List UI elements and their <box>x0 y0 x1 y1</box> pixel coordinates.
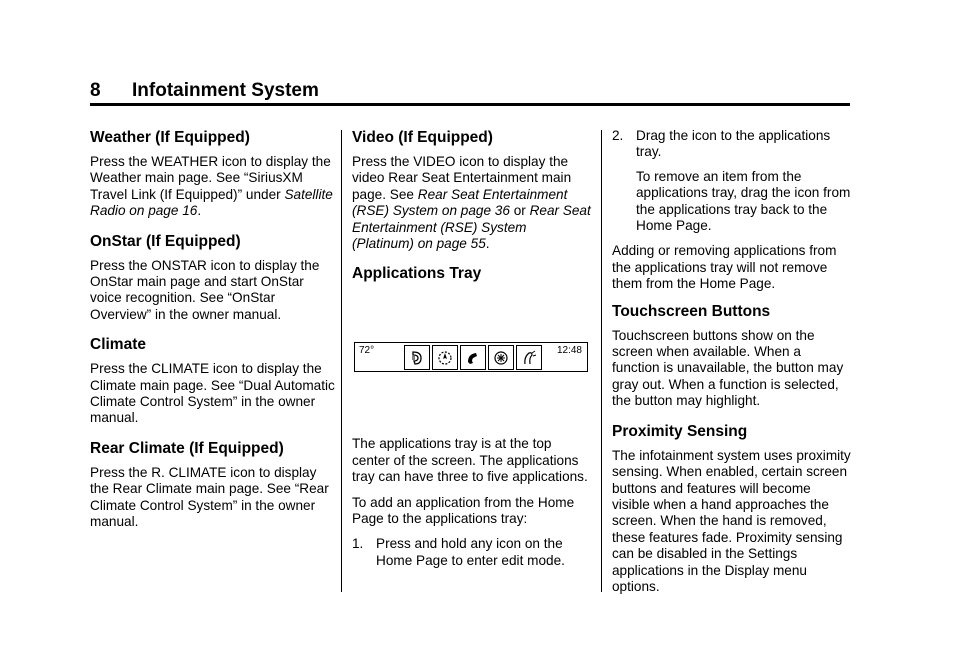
step-number: 2. <box>612 128 624 143</box>
tray-temperature: 72° <box>359 345 375 357</box>
column-1 <box>90 128 335 543</box>
navigation-icon <box>432 345 458 370</box>
climate-section <box>90 335 335 427</box>
step-text: Drag the icon to the applications tray. <box>636 128 831 160</box>
section-body: Press the R. CLIMATE icon to display the Rear Climate main page. See “Rear Climate Control System” in the owner manual. <box>90 464 329 530</box>
climate-icon <box>488 345 514 370</box>
page-reference: Satellite Radio on page 16 <box>90 186 333 219</box>
step-subtext: To remove an item from the applications tray, drag the icon from the applications tray back to the Home Page. <box>636 168 851 234</box>
chapter-title: Infotainment System <box>132 80 319 101</box>
rear-climate-section <box>90 439 335 531</box>
body-text: or <box>509 203 530 219</box>
video-section <box>352 128 592 252</box>
section-heading: Climate <box>90 336 146 354</box>
steps-list <box>612 128 852 234</box>
column-3 <box>612 128 852 607</box>
step-number: 1. <box>352 536 364 552</box>
list-item <box>612 128 852 234</box>
section-heading: Touchscreen Buttons <box>612 302 771 320</box>
tray-time: 12:48 <box>556 345 582 357</box>
section-heading: Weather (If Equipped) <box>90 129 250 146</box>
section-body: The applications tray is at the top center of the screen. The applications tray can have three to five applications. <box>352 436 588 485</box>
column-divider <box>341 130 342 592</box>
onstar-section <box>90 232 335 324</box>
body-text: Press the VIDEO icon to display the video Rear Seat Entertainment main page. See <box>352 154 572 202</box>
section-body <box>90 154 335 220</box>
tray-icons <box>404 345 544 369</box>
steps-list <box>352 536 592 569</box>
header-rule <box>90 103 850 106</box>
page-number: 8 <box>90 80 101 101</box>
section-body: The infotainment system uses proximity sensing. When enabled, certain screen buttons and features will become visible when a hand approaches the screen. When the hand is removed, these features fade. Proximity sensing can be disabled in the Settings applications in the Display menu options. <box>612 447 851 594</box>
body-text: Press the WEATHER icon to display the Weather main page. See “SiriusXM Travel Link (If Equipped)” under <box>90 154 331 202</box>
section-body: Adding or removing applications from the applications tray will not remove them from the Home Page. <box>612 243 837 292</box>
page-header <box>90 80 850 104</box>
section-heading: Rear Climate (If Equipped) <box>90 439 284 457</box>
page-reference: Rear Seat Entertainment (RSE) System (Platinum) on page 55 <box>352 203 591 252</box>
page-reference: Rear Seat Entertainment (RSE) System on page 36 <box>352 186 568 219</box>
section-body: To add an application from the Home Page to the applications tray: <box>352 494 575 527</box>
phone-icon <box>460 345 486 370</box>
section-body: Press the CLIMATE icon to display the Climate main page. See “Dual Automatic Climate Control System” in the owner manual. <box>90 361 335 426</box>
touchscreen-section <box>612 302 852 410</box>
section-body: Touchscreen buttons show on the screen when available. When a function is unavailable, the button may gray out. When a function is selected, the button may highlight. <box>612 327 844 409</box>
section-heading: Proximity Sensing <box>612 422 748 440</box>
column-2 <box>352 128 592 578</box>
weather-section <box>90 128 335 220</box>
section-body: Press the ONSTAR icon to display the OnStar main page and start OnStar voice recognition. See “OnStar Overview” in the owner manual. <box>90 257 320 322</box>
proximity-section <box>612 422 852 596</box>
voice-icon <box>404 345 430 370</box>
list-item <box>352 536 592 569</box>
body-text: . <box>197 203 202 219</box>
column-divider <box>601 130 602 592</box>
section-heading: Applications Tray <box>352 265 482 283</box>
section-body <box>352 154 592 252</box>
applications-tray-illustration <box>354 342 588 372</box>
fan-seat-icon <box>516 345 542 370</box>
body-text: . <box>485 236 490 252</box>
section-heading: Video (If Equipped) <box>352 129 493 146</box>
applications-tray-section <box>352 264 592 569</box>
section-heading: OnStar (If Equipped) <box>90 232 241 250</box>
step-text: Press and hold any icon on the Home Page to enter edit mode. <box>376 536 565 568</box>
